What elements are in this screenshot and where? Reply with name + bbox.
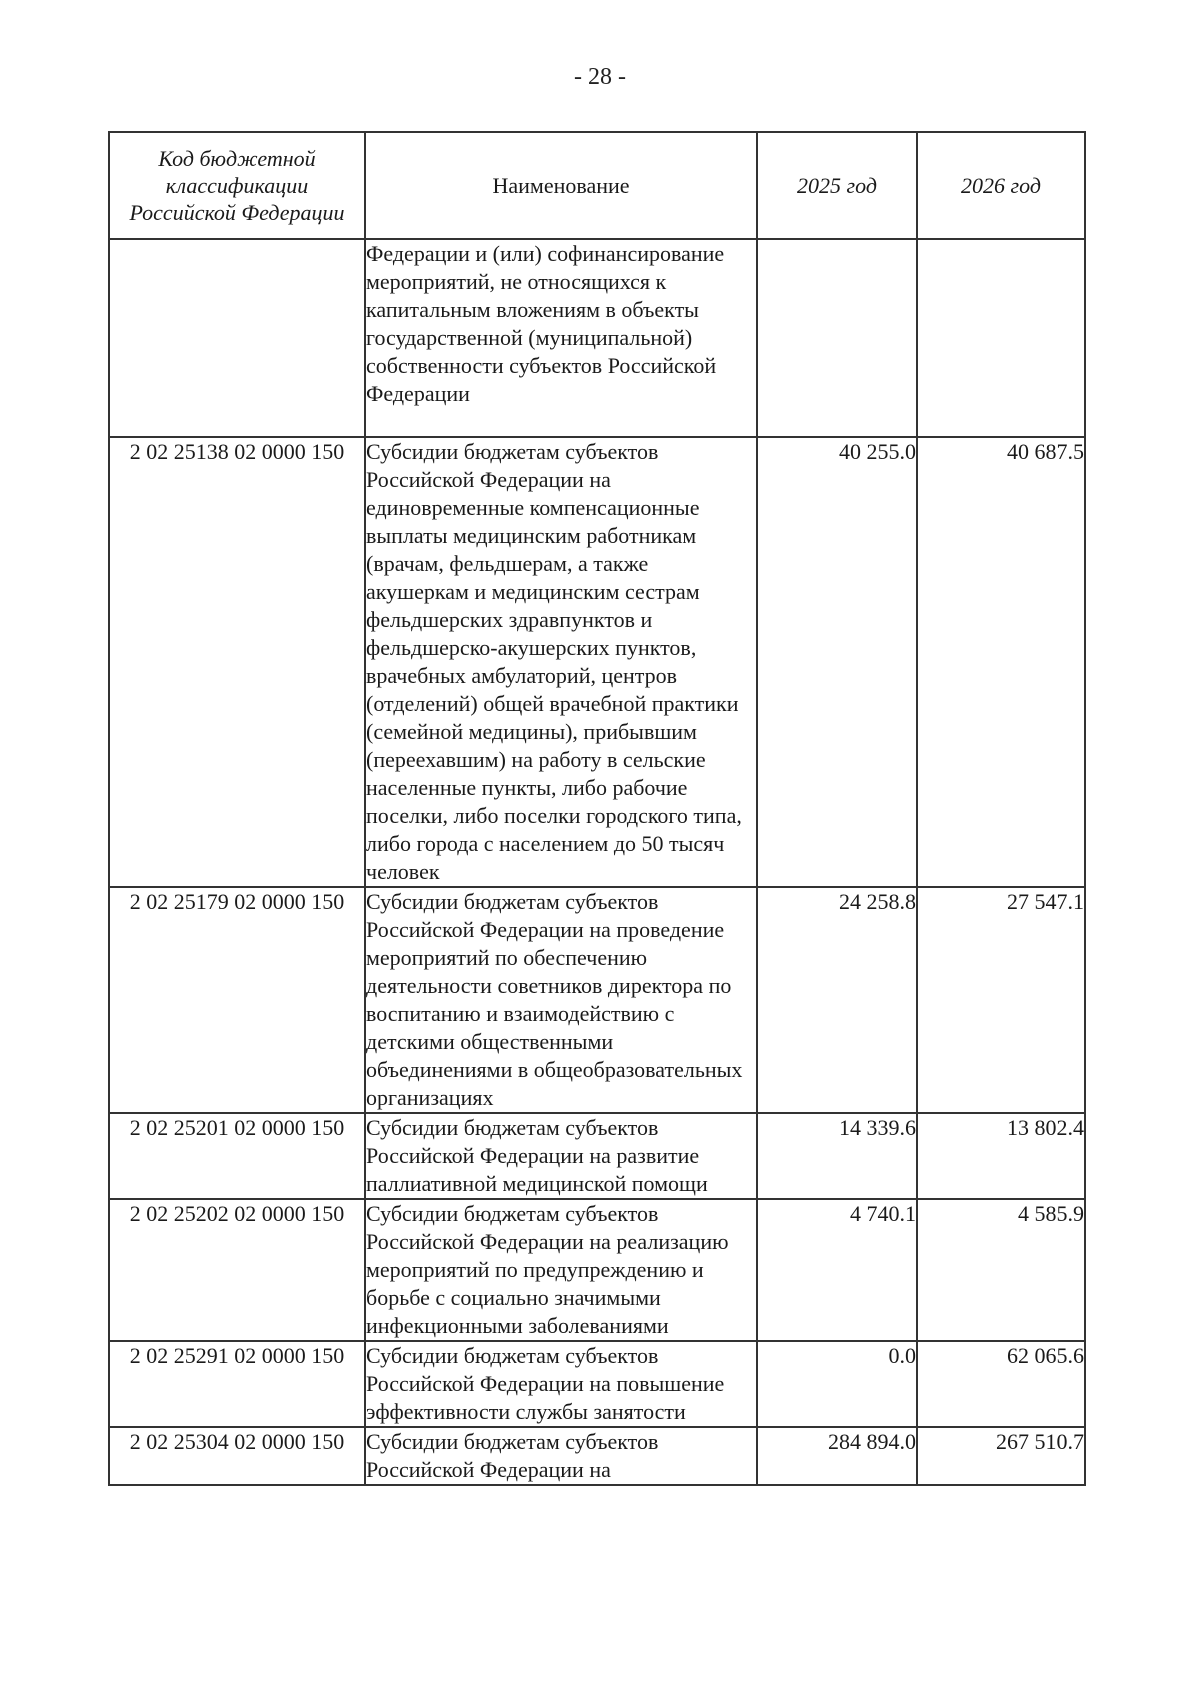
row-name: Федерации и (или) софинансирование мероприятий, не относящихся к капитальным вложениям в объекты государственной (муниципальной) собственности субъектов Российской Федерации <box>365 239 757 437</box>
table-row <box>109 1341 1085 1427</box>
row-value-2026 <box>917 239 1085 437</box>
row-name: Субсидии бюджетам субъектов Российской Федерации на повышение эффективности службы занятости <box>365 1341 757 1427</box>
row-code: 2 02 25179 02 0000 150 <box>109 887 365 1113</box>
table-row <box>109 1427 1085 1485</box>
row-name: Субсидии бюджетам субъектов Российской Федерации на реализацию мероприятий по предупреждению и борьбе с социально значимыми инфекционными заболеваниями <box>365 1199 757 1341</box>
page-number: - 28 - <box>574 64 626 90</box>
budget-table <box>108 131 1086 1486</box>
row-name: Субсидии бюджетам субъектов Российской Федерации на единовременные компенсационные выплаты медицинским работникам (врачам, фельдшерам, а также акушеркам и медицинским сестрам фельдшерских здравпунктов и фельдшерско-акушерских пунктов, врачебных амбулаторий, центров (отделений) общей врачебной практики (семейной медицины), прибывшим (переехавшим) на работу в сельские населенные пункты, либо рабочие поселки, либо поселки городского типа, либо города с населением до 50 тысяч человек <box>365 437 757 887</box>
row-value-2026: 40 687.5 <box>917 437 1085 887</box>
row-name: Субсидии бюджетам субъектов Российской Федерации на <box>365 1427 757 1485</box>
row-code: 2 02 25138 02 0000 150 <box>109 437 365 887</box>
row-value-2026: 267 510.7 <box>917 1427 1085 1485</box>
row-name: Субсидии бюджетам субъектов Российской Федерации на проведение мероприятий по обеспечению деятельности советников директора по воспитанию и взаимодействию с детскими общественными объединениями в общеобразовательных организациях <box>365 887 757 1113</box>
header-year-2026: 2026 год <box>917 132 1085 239</box>
table-row <box>109 1113 1085 1199</box>
row-value-2026: 13 802.4 <box>917 1113 1085 1199</box>
table-row <box>109 437 1085 887</box>
row-value-2025: 0.0 <box>757 1341 917 1427</box>
row-value-2026: 27 547.1 <box>917 887 1085 1113</box>
row-value-2025: 40 255.0 <box>757 437 917 887</box>
row-code: 2 02 25291 02 0000 150 <box>109 1341 365 1427</box>
row-value-2025: 14 339.6 <box>757 1113 917 1199</box>
table-row <box>109 887 1085 1113</box>
row-value-2025 <box>757 239 917 437</box>
row-name: Субсидии бюджетам субъектов Российской Федерации на развитие паллиативной медицинской помощи <box>365 1113 757 1199</box>
row-code <box>109 239 365 437</box>
row-value-2025: 284 894.0 <box>757 1427 917 1485</box>
table-row <box>109 239 1085 437</box>
row-code: 2 02 25304 02 0000 150 <box>109 1427 365 1485</box>
header-name: Наименование <box>365 132 757 239</box>
header-year-2025: 2025 год <box>757 132 917 239</box>
row-value-2026: 62 065.6 <box>917 1341 1085 1427</box>
table-header-row <box>109 132 1085 239</box>
row-code: 2 02 25202 02 0000 150 <box>109 1199 365 1341</box>
table-row <box>109 1199 1085 1341</box>
header-code: Код бюджетной классификации Российской Федерации <box>109 132 365 239</box>
row-code: 2 02 25201 02 0000 150 <box>109 1113 365 1199</box>
row-value-2026: 4 585.9 <box>917 1199 1085 1341</box>
row-value-2025: 4 740.1 <box>757 1199 917 1341</box>
row-value-2025: 24 258.8 <box>757 887 917 1113</box>
